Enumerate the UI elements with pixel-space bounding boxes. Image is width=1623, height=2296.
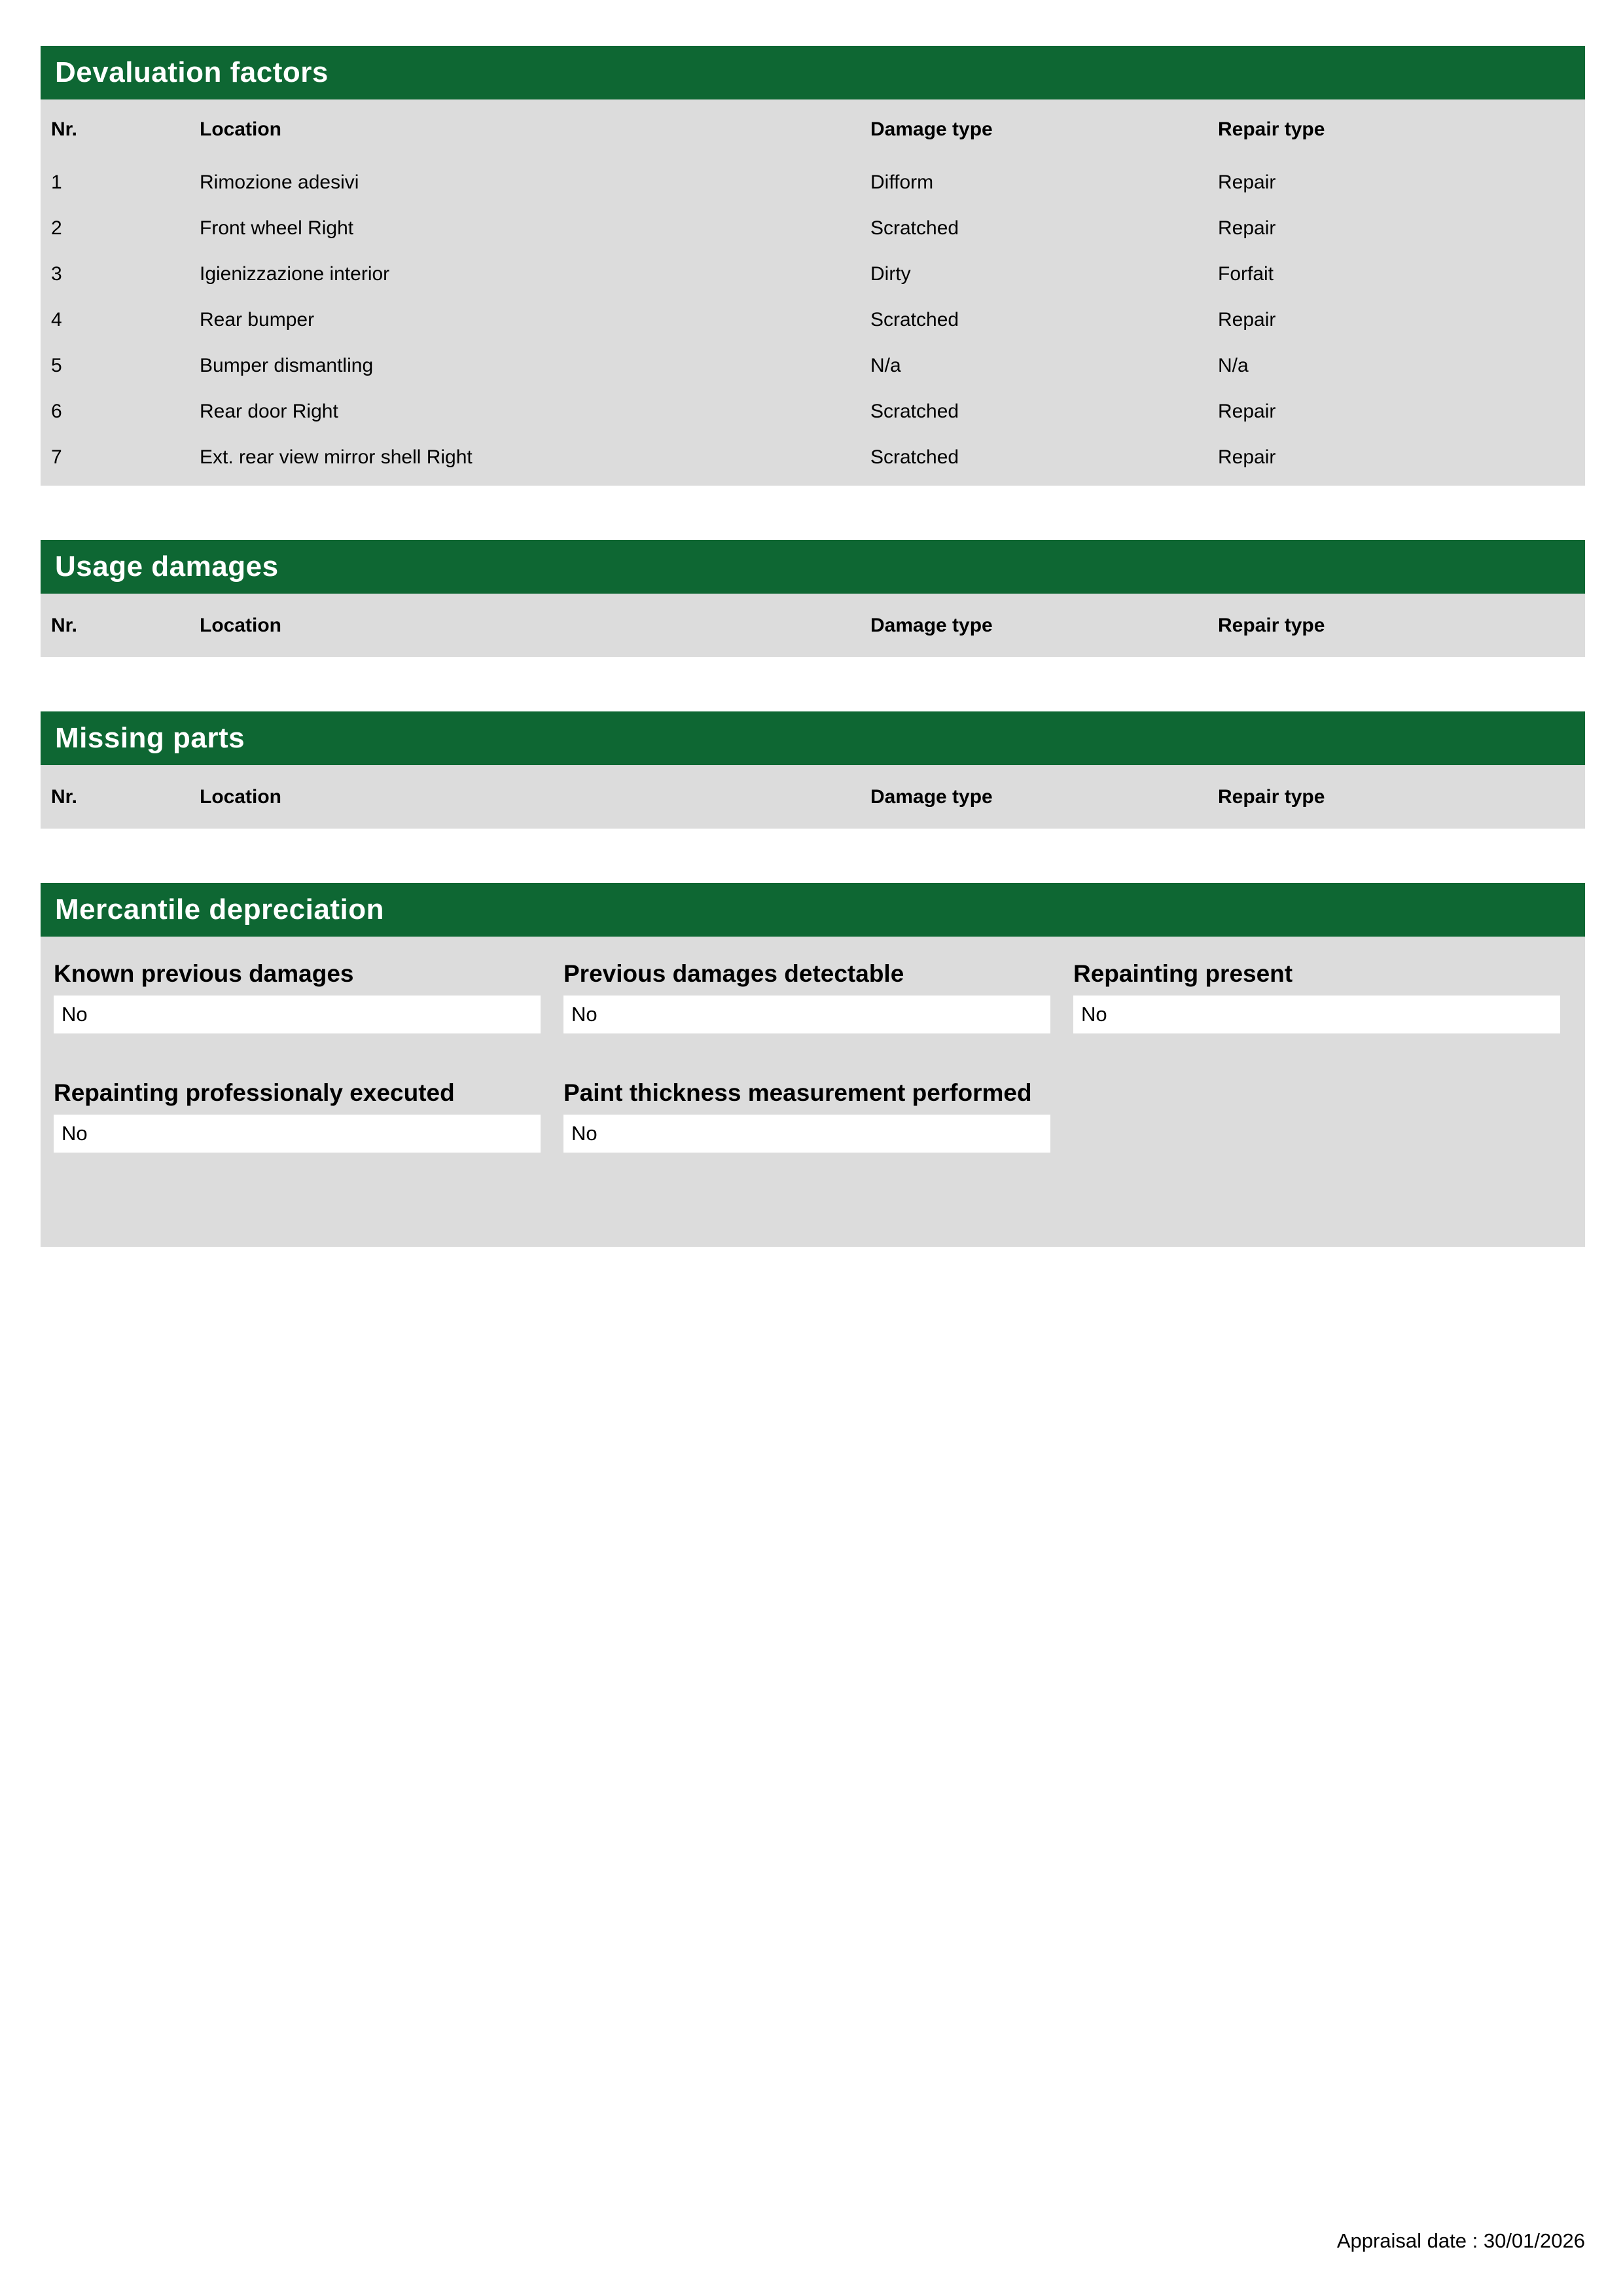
column-header-repair-type: Repair type xyxy=(1218,614,1325,636)
cell-repair-type: Repair xyxy=(1218,446,1276,468)
known-previous-damages-value[interactable]: No xyxy=(54,996,541,1033)
repainting-present-value[interactable]: No xyxy=(1073,996,1560,1033)
cell-location: Igienizzazione interior xyxy=(200,263,390,285)
cell-location: Rear bumper xyxy=(200,309,315,331)
missing-parts-header xyxy=(41,711,1585,765)
cell-nr: 5 xyxy=(51,355,62,376)
table-row xyxy=(41,389,1585,435)
section-title: Devaluation factors xyxy=(55,56,329,88)
column-header-repair-type: Repair type xyxy=(1218,118,1325,140)
mercantile-depreciation-header xyxy=(41,883,1585,937)
cell-damage-type: Difform xyxy=(870,171,934,193)
mercantile-depreciation-body xyxy=(41,937,1585,1247)
field-label: Repainting professionaly executed xyxy=(54,1079,455,1106)
cell-damage-type: Scratched xyxy=(870,309,959,331)
field-label: Known previous damages xyxy=(54,960,354,987)
column-header-damage-type: Damage type xyxy=(870,785,993,808)
devaluation-factors-table-body xyxy=(41,99,1585,486)
table-header-row xyxy=(41,765,1585,829)
devaluation-factors-table xyxy=(41,99,1585,480)
mercantile-depreciation-section xyxy=(41,883,1585,1247)
column-header-location: Location xyxy=(200,118,281,140)
previous-damages-detectable-field xyxy=(563,960,1050,1033)
repainting-professionaly-executed-value[interactable]: No xyxy=(54,1115,541,1153)
usage-damages-header xyxy=(41,540,1585,594)
cell-location: Rear door Right xyxy=(200,401,338,422)
repainting-present-field xyxy=(1073,960,1560,1033)
cell-nr: 3 xyxy=(51,263,62,285)
cell-repair-type: Repair xyxy=(1218,171,1276,193)
cell-repair-type: Repair xyxy=(1218,401,1276,422)
repainting-professionaly-executed-field xyxy=(54,1079,541,1153)
devaluation-factors-header xyxy=(41,46,1585,99)
cell-location: Bumper dismantling xyxy=(200,355,374,376)
cell-location: Rimozione adesivi xyxy=(200,171,359,193)
devaluation-factors-section xyxy=(41,46,1585,486)
cell-damage-type: Dirty xyxy=(870,263,911,285)
cell-repair-type: Forfait xyxy=(1218,263,1274,285)
cell-damage-type: Scratched xyxy=(870,401,959,422)
column-header-repair-type: Repair type xyxy=(1218,785,1325,808)
cell-nr: 6 xyxy=(51,401,62,422)
cell-nr: 4 xyxy=(51,309,62,331)
usage-damages-section xyxy=(41,540,1585,657)
report-content xyxy=(41,46,1585,1301)
field-label: Previous damages detectable xyxy=(563,960,904,987)
column-header-location: Location xyxy=(200,785,281,808)
cell-damage-type: Scratched xyxy=(870,446,959,468)
section-title: Usage damages xyxy=(55,550,279,583)
cell-location: Front wheel Right xyxy=(200,217,354,239)
mercantile-fields-grid xyxy=(54,960,1560,1153)
missing-parts-table xyxy=(41,765,1585,829)
cell-damage-type: N/a xyxy=(870,355,901,376)
table-row xyxy=(41,435,1585,480)
table-row xyxy=(41,206,1585,251)
section-title: Mercantile depreciation xyxy=(55,893,384,925)
known-previous-damages-field xyxy=(54,960,541,1033)
table-header-row xyxy=(41,99,1585,160)
column-header-damage-type: Damage type xyxy=(870,614,993,636)
cell-damage-type: Scratched xyxy=(870,217,959,239)
cell-nr: 1 xyxy=(51,171,62,193)
column-header-nr: Nr. xyxy=(51,614,78,636)
section-title: Missing parts xyxy=(55,722,245,754)
cell-repair-type: Repair xyxy=(1218,217,1276,239)
column-header-nr: Nr. xyxy=(51,118,78,140)
usage-damages-table xyxy=(41,594,1585,657)
paint-thickness-measurement-field xyxy=(563,1079,1050,1153)
table-row xyxy=(41,251,1585,297)
column-header-damage-type: Damage type xyxy=(870,118,993,140)
table-row xyxy=(41,343,1585,389)
paint-thickness-measurement-value[interactable]: No xyxy=(563,1115,1050,1153)
missing-parts-section xyxy=(41,711,1585,829)
appraisal-date: Appraisal date : 30/01/2026 xyxy=(1336,2229,1585,2252)
missing-parts-table-body xyxy=(41,765,1585,829)
previous-damages-detectable-value[interactable]: No xyxy=(563,996,1050,1033)
cell-repair-type: Repair xyxy=(1218,309,1276,331)
cell-nr: 2 xyxy=(51,217,62,239)
cell-nr: 7 xyxy=(51,446,62,468)
field-label: Paint thickness measurement performed xyxy=(563,1079,1032,1106)
column-header-location: Location xyxy=(200,614,281,636)
cell-location: Ext. rear view mirror shell Right xyxy=(200,446,473,468)
column-header-nr: Nr. xyxy=(51,785,78,808)
field-label: Repainting present xyxy=(1073,960,1293,987)
table-row xyxy=(41,297,1585,343)
table-row xyxy=(41,160,1585,206)
usage-damages-table-body xyxy=(41,594,1585,657)
table-header-row xyxy=(41,594,1585,657)
cell-repair-type: N/a xyxy=(1218,355,1249,376)
